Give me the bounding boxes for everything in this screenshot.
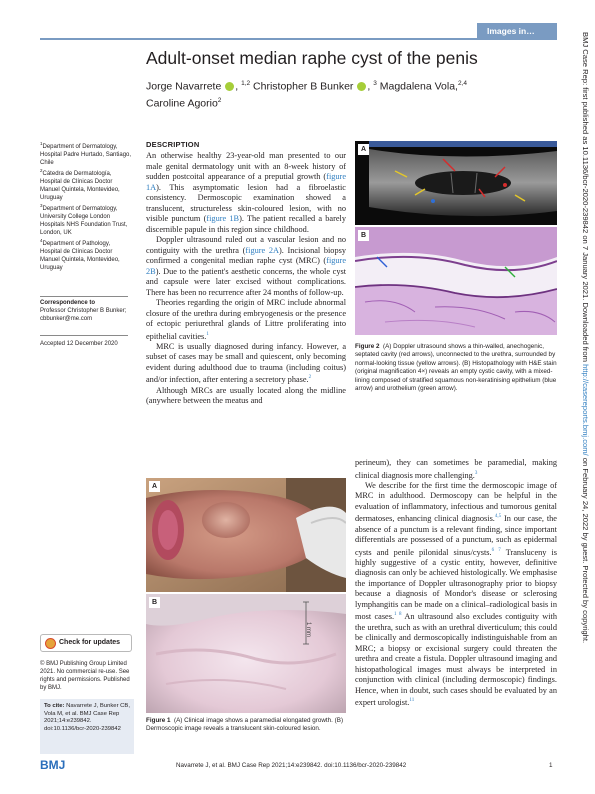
reference-link[interactable]: 11	[409, 698, 415, 704]
check-for-updates-button[interactable]: Check for updates	[40, 634, 132, 652]
panel-label: B	[149, 597, 160, 608]
panel-label: A	[358, 144, 369, 155]
footer-citation: Navarrete J, et al. BMJ Case Rep 2021;14:e239842. doi:10.1136/bcr-2020-239842	[176, 762, 407, 769]
affiliations: $^1$Department of Dermatology, Hospital Padre Hurtado, Santiago, Chile $^2$Cátedra de Dermatología, Hospital de Clínicas Doctor Manuel Quintela, Montevideo, Uruguay $^3$Department of Dermatology, University College London Hospitals NHS Foundation Trust, London, UK $^4$Department of Pathology, Hospital de Clínicas Doctor Manuel Quintela, Montevideo, Uruguay	[40, 141, 132, 271]
author-name[interactable]: Caroline Agorio	[146, 97, 218, 109]
copyright-notice: © BMJ Publishing Group Limited 2021. No commercial re-use. See rights and permissions. Published by BMJ.	[40, 661, 130, 691]
author-name[interactable]: Christopher B Bunker	[253, 80, 354, 93]
reference-link[interactable]: 1	[206, 331, 209, 337]
correspondence: Correspondence to Professor Christopher B Bunker; cbbunker@me.com	[40, 299, 132, 323]
article-title: Adult-onset median raphe cyst of the penis	[146, 48, 478, 68]
figure-1a-clinical-image	[146, 478, 346, 592]
author-list: Jorge Navarrete , $^{1,2}$ Christopher B Bunker , $^3$ Magdalena Vola,$^{2,4}$ Caroline Agorio$^2$	[146, 80, 468, 109]
figure-1-caption: Figure 1 (A) Clinical image shows a paramedial elongated growth. (B) Dermoscopic image reveals a translucent skin-coloured lesion.	[146, 717, 344, 733]
figure-link[interactable]: figure 2A	[245, 245, 279, 255]
casereports-link[interactable]: http://casereports.bmj.com/	[581, 364, 590, 456]
header-rule	[40, 38, 557, 40]
figure-link[interactable]: figure 1B	[206, 214, 240, 223]
figure-link[interactable]: figure 1A	[146, 172, 346, 192]
reference-link[interactable]: 1 8	[394, 612, 402, 618]
download-notice: BMJ Case Rep: first published as 10.1136/bcr-2020-239842 on 7 January 2021. Downloaded from http://casereports.bmj.com/ on February 24, 2022 by guest. Protected by copyright.	[581, 32, 590, 644]
article-body-col2: perineum), they can sometimes be paramedial, making clinical diagnosis more challenging.$^3$ We describe for the first time the dermoscopic image of MRC in adulthood. Dermoscopy can be helpful in the evaluation of inflammatory, infectious and tumorous genital dermatoses, enhancing clinical diagnosis.$^{4,5}$ In our case, the absence of a punctum is a relevant finding, since important differentials are possessed of a punctum, such as epidermal cysts and penile pilonidal sinus/cysts.$^{6 7}$ Transluceny is highly suggestive of a cystic entity, however, definitive diagnosis can only be achieved histologically. We emphasise the importance of Doppler ultrasonography prior to biopsy because a diagnosis of Mondor's disease or sclerosing lymphangitis can be made on a clinical–radiological basis in most cases.$^{1 8}$ An ultrasound also excludes contiguity with the urethra, such as with an urethral diverticulum; this could be clinically and dermoscopically indistinguishable from an MRC; a biopsy or excisional surgery could threaten the urethra and create a fistula. Doppler ultrasound imaging and histopathological images must always be interpreted in conjunction with clinical (including dermoscopic) findings. Hence, when in doubt, such cases should be evaluated by an expert urologist.$^{11}$	[355, 458, 558, 707]
figure-1b-dermoscopy-image	[146, 594, 346, 713]
orcid-icon[interactable]	[225, 82, 234, 91]
figure-2-caption: Figure 2 (A) Doppler ultrasound shows a thin-walled, anechogenic, septated cavity (red arrows), unconnected to the urethra, surrounded by normal-looking tissue (yellow arrows). (B) Histopathology with H&E stain (original magnification 4×) reveals an empty cystic cavity, with a mixed-lining composed of stratified squamous non-keratinising epithelium (blue arrow) and urothelium (green arrow).	[355, 343, 557, 393]
reference-link[interactable]: 4,5	[494, 514, 502, 520]
figure-2a-doppler-ultrasound	[355, 141, 557, 225]
reference-link[interactable]: 3	[474, 470, 478, 476]
bmj-logo: BMJ	[40, 758, 66, 772]
updates-icon	[45, 638, 56, 649]
correspondence-email[interactable]: Professor Christopher B Bunker; cbbunker@me.com	[40, 308, 127, 322]
author-name[interactable]: Magdalena Vola	[379, 80, 456, 93]
page-number: 1	[549, 762, 553, 769]
panel-label: A	[149, 481, 160, 492]
cite-box: To cite: Navarrete J, Bunker CB, Vola M, et al. BMJ Case Rep 2021;14:e239842. doi:10.1136/bcr-2020-239842	[40, 699, 134, 754]
reference-link[interactable]: 6 7	[491, 547, 501, 553]
article-body-col1: An otherwise healthy 23-year-old man presented to our male genital dermatology unit with an 8-week history of sudden postcoital appearance of a preputial growth (figure 1A). This asymptomatic lesion had a fibroelastic consistency. Dermoscopic examination showed a translucent, structureless skin-coloured lesion, with no visible punctum (figure 1B). The patient recalled a barely discernible papule in this region since childhood. Doppler ultrasound ruled out a vascular lesion and no contiguity with the urethra (figure 2A). Incisional biopsy confirmed a congenital median raphe cyst (MRC) (figure 2B). Due to the patient's aesthetic concerns, the whole cyst and capsule were later excised without complications. There has been no recurrence after 24 months of follow-up. Theories regarding the origin of MRC include abnormal closure of the urethra during embryogenesis or the presence of ectopic periurethral glands of Littre proliferating into epithelial cavities.$^1$ MRC is usually diagnosed during infancy. However, a subset of cases may be small and quiescent, only becoming evident during adulthood due to trauma (including coitus) and/or infection, after entering a secretory phase.$^2$ Although MRCs are usually located along the midline (anywhere between the meatus and	[146, 151, 346, 406]
sidebar-divider	[40, 296, 128, 297]
figure-2b-histopathology	[355, 227, 557, 335]
section-heading: DESCRIPTION	[146, 140, 200, 149]
accepted-date: Accepted 12 December 2020	[40, 341, 118, 347]
section-label: Images in…	[477, 23, 557, 40]
reference-link[interactable]: 2	[308, 375, 312, 381]
sidebar-divider	[40, 335, 128, 336]
author-name[interactable]: Jorge Navarrete	[146, 80, 222, 93]
orcid-icon[interactable]	[357, 82, 366, 91]
scale-bar-label: 1 mm	[305, 622, 311, 637]
figure-link[interactable]: figure 2B	[146, 256, 346, 276]
panel-label: B	[358, 230, 369, 241]
